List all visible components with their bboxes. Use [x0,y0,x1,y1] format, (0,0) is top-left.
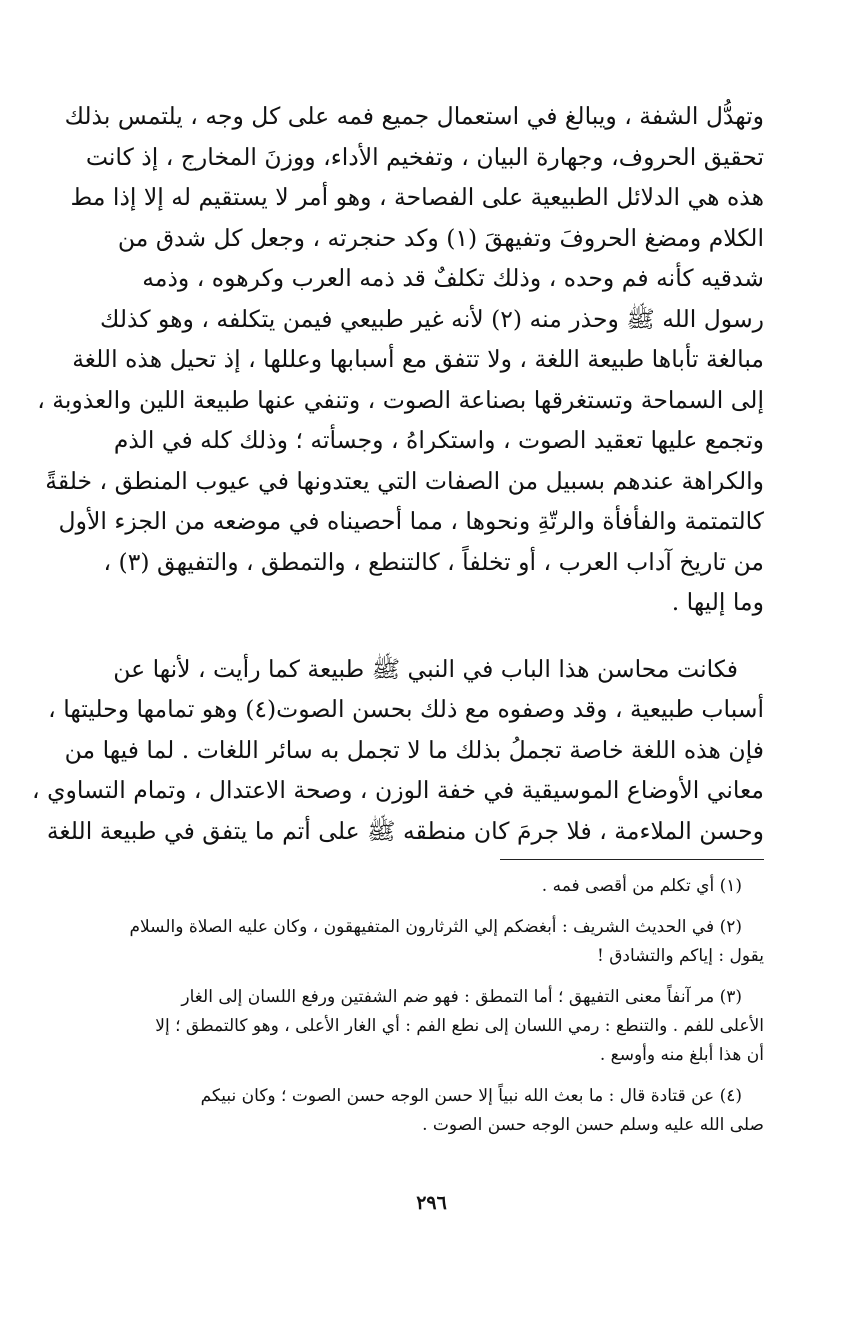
text-line: وحسن الملاءمة ، فلا جرمَ كان منطقه ﷺ على أتم ما يتفق في طبيعة اللغة [46,816,764,845]
footnote-line: (٣) مر آنفاً معنى التفيهق ؛ أما التمطق : فهو ضم الشفتين ورفع اللسان إلى الغار [181,987,742,1007]
footnote-line: (٢) في الحديث الشريف : أبغضكم إلي الثرثارون المتفيهقون ، وكان عليه الصلاة والسلام [129,917,742,937]
footnote-line: (١) أي تكلم من أقصى فمه . [541,876,742,896]
text-line: شدقيه كأنه فم وحده ، وذلك تكلفٌ قد ذمه العرب وكرهوه ، وذمه [142,264,764,292]
footnote-line: صلى الله عليه وسلم حسن الوجه حسن الصوت . [422,1115,764,1135]
paragraph-1 [37,96,764,623]
footnote-line: الأعلى للفم . والتنطع : رمي اللسان إلى نطع الفم : أي الغار الأعلى ، وهو كالتمطق ؛ إلا [155,1016,764,1036]
page-number: ٢٩٦ [416,1192,447,1214]
text-line: إلى السماحة وتستغرقها بصناعة الصوت ، وتنفي عنها طبيعة اللين والعذوبة ، [37,385,764,414]
text-line: رسول الله ﷺ وحذر منه (٢) لأنه غير طبيعي فيمن يتكلفه ، وهو كذلك [100,304,764,333]
footnote-1 [84,872,764,901]
text-line: الكلام ومضغ الحروفَ وتفيهقَ (١) وكد حنجرته ، وجعل كل شدق من [117,223,764,252]
text-line: من تاريخ آداب العرب ، أو تخلفاً ، كالتنطع ، والتمطق ، والتفيهق (٣) ، [103,547,764,576]
footnote-divider [500,859,764,860]
footnotes [84,872,764,1152]
text-line: هذه هي الدلائل الطبيعية على الفصاحة ، وهو أمر لا يستقيم له إلا إذا مط [70,183,764,211]
footnote-3 [84,983,764,1070]
footnote-4 [84,1082,764,1140]
text-line: والكراهة عندهم بسبيل من الصفات التي يعتدونها في عيوب المنطق ، خلقةً [45,466,764,495]
footnote-line: أن هذا أبلغ منه وأوسع . [599,1045,764,1065]
text-line: أسباب طبيعية ، وقد وصفوه مع ذلك بحسن الصوت(٤) وهو تمامها وحليتها ، [48,695,764,723]
text-line: مبالغة تأباها طبيعة اللغة ، ولا تتفق مع أسبابها وعللها ، إذ تحيل هذه اللغة [72,345,764,373]
text-line: وتجمع عليها تعقيد الصوت ، واستكراهُ ، وجسأته ؛ وذلك كله في الذم [113,426,764,454]
text-line: وتهدُّل الشفة ، ويبالغ في استعمال جميع فمه على كل وجه ، يلتمس بذلك [64,102,764,130]
text-line: وما إليها . [671,588,764,616]
footnote-2 [84,913,764,971]
text-line: فكانت محاسن هذا الباب في النبي ﷺ طبيعة كما رأيت ، لأنها عن [113,654,738,683]
main-text [32,96,764,851]
text-line: تحقيق الحروف، وجهارة البيان ، وتفخيم الأداء، ووزنَ المخارج ، إذ كانت [85,142,764,171]
text-line: كالتمتمة والفأفأة والرتّةِ ونحوها ، مما أحصيناه في موضعه من الجزء الأول [58,507,764,535]
footnote-line: يقول : إياكم والتشادق ! [596,946,764,966]
footnote-line: (٤) عن قتادة قال : ما بعث الله نبياً إلا حسن الوجه حسن الصوت ؛ وكان نبيكم [200,1086,742,1106]
text-line: معاني الأوضاع الموسيقية في خفة الوزن ، وصحة الاعتدال ، وتمام التساوي ، [32,776,764,804]
paragraph-2 [32,649,764,852]
text-line: فإن هذه اللغة خاصة تجملُ بذلك ما لا تجمل به سائر اللغات . لما فيها من [64,735,764,764]
